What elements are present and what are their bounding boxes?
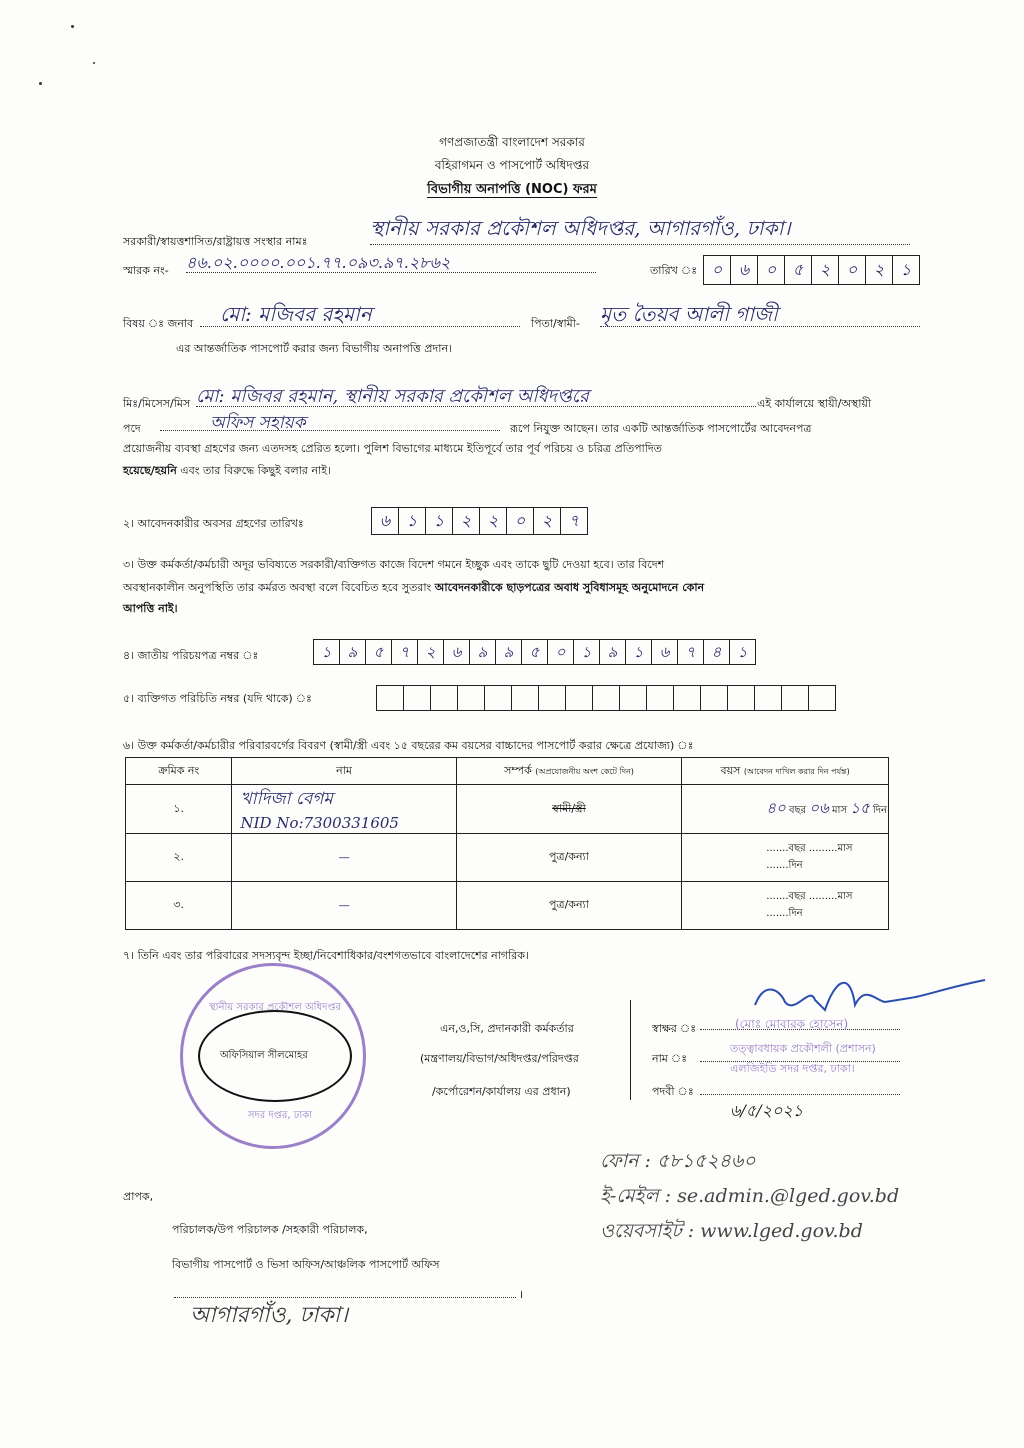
para1-post-field (160, 410, 500, 431)
digit-box: ৬ (731, 256, 758, 284)
digit-box: ২ (480, 508, 507, 534)
row-relation (456, 785, 682, 834)
row-name (232, 785, 456, 834)
digit-box (458, 686, 485, 710)
digit-box (431, 686, 458, 710)
stamp-ring-text: স্থানীয় সরকার প্রকৌশল অধিদপ্তর (208, 1002, 342, 1013)
memo-label: স্মারক নং- (123, 264, 169, 277)
digit-box: ১ (399, 508, 426, 534)
digit-box: ৭ (678, 640, 704, 664)
memo-field (186, 250, 596, 273)
digit-box: ১ (737, 643, 748, 661)
para3-line3: আপত্তি নাই। (123, 602, 178, 615)
recipient-place: আগারগাঁও, ঢাকা। (190, 1303, 349, 1328)
digit-box: ৬ (652, 640, 678, 664)
recipient-line1: পরিচালক/উপ পরিচালক /সহকারী পরিচালক, (172, 1223, 368, 1236)
digit-box: ২ (812, 256, 839, 284)
para1-line2: রূপে নিযুক্ত আছেন। তার একটি আন্তর্জাতিক পাসপোর্টের আবেদনপত্র (510, 422, 812, 435)
digit-box: ৯ (340, 640, 366, 664)
row-serial: ৩. (126, 882, 232, 930)
digit-box (593, 686, 620, 710)
scan-speck (39, 82, 42, 85)
digit-box (728, 686, 755, 710)
issuer-line3: /কর্পোরেশন/কার্যালয় এর প্রধান) (432, 1085, 571, 1098)
memo-value: ৪৬.০২.০০০০.০০১.৭৭.০৯৩.৯৭.২৮৬২ (186, 253, 451, 272)
family-table (125, 757, 889, 930)
nid-boxes (313, 639, 756, 665)
col-relation-note: (অপ্রযোজনীয় অংশ কেটে দিন) (535, 766, 634, 776)
table-row (126, 785, 889, 834)
digit-box: ১ (426, 508, 453, 534)
father-name: মৃত তৈয়ব আলী গাজী (600, 302, 778, 326)
para3-line2-rest: অবস্থানকালীন অনুপস্থিতি তার কর্মরত অবস্থা বলে বিবেচিত হবে সুতরাং (123, 581, 432, 594)
age-days-unit: দিন (872, 804, 887, 816)
para1-prefix: মিঃ/মিসেস/মিস (123, 397, 191, 410)
phone-line: ফোন : ৫৮১৫২৪৬০ (600, 1150, 756, 1172)
para1-bold: হয়েছে/হয়নি (123, 464, 177, 477)
para3-line1: ৩। উক্ত কর্মকর্তা/কর্মচারী অদূর ভবিষ্যতে সরকারী/ব্যক্তিগত কাজে বিদেশ গমনে ইচ্ছুক এবং তাকে ছুটি দেওয়া হবে। তার বিদেশ (123, 558, 665, 571)
col-age-note: (আবেদন দাখিল করার দিন পর্যন্ত) (743, 766, 850, 776)
recipient-label: প্রাপক, (123, 1190, 154, 1203)
para1-line4 (123, 462, 331, 481)
personal-id-boxes[interactable] (376, 685, 836, 711)
col-relation-label: সম্পর্ক (504, 763, 532, 777)
para3-line2-bold: আবেদনকারীকে ছাড়পত্রের অবাধ সুবিধাসমূহ অনুমোদনে কোন (434, 581, 705, 594)
age-months: ০৬ (809, 798, 829, 817)
stamp-bottom-text: সদর দপ্তর, ঢাকা (247, 1110, 313, 1121)
form-title (0, 180, 1024, 201)
digit-box: ২ (418, 640, 444, 664)
row-serial: ১. (126, 785, 232, 834)
digit-box (755, 686, 782, 710)
para1-name-field (196, 382, 756, 407)
row-name-nid: NID No:7300331605 (240, 814, 399, 832)
para1-line4-rest: এবং তার বিরুদ্ধে কিছুই বলার নাই। (180, 464, 331, 477)
age-years-unit: বছর (788, 804, 807, 816)
org-label: সরকারী/স্বায়ত্তশাসিত/রাষ্ট্রায়ত্ত সংস্থার নামঃ (123, 235, 308, 248)
col-serial: ক্রমিক নং (126, 758, 232, 785)
para1-post: অফিস সহায়ক (210, 413, 306, 433)
digit-box (404, 686, 431, 710)
digit-box: ০ (704, 256, 731, 284)
sign-date: ৬/৫/২০২১ (730, 1101, 804, 1120)
retire-date-boxes (371, 507, 588, 535)
digit-box (539, 686, 566, 710)
digit-box: ৬ (372, 508, 399, 534)
subject-name-field (200, 300, 520, 327)
desig-label: পদবী ঃ (652, 1085, 694, 1098)
digit-box: ৭ (568, 511, 580, 530)
row-serial: ২. (126, 834, 232, 882)
digit-box: ১ (574, 640, 600, 664)
digit-box: ৭ (392, 640, 418, 664)
memo-date-label: তারিখ ঃ (650, 264, 698, 277)
citizen-line: ৭। তিনি এবং তার পরিবারের সদস্যবৃন্দ ইচ্ছা/নিবেশাধিকার/বংশগতভাবে বাংলাদেশের নাগরিক। (123, 949, 529, 962)
recipient-end: । (519, 1288, 524, 1301)
digit-box: ৬ (444, 640, 470, 664)
table-row (126, 882, 889, 930)
para3-line2 (123, 579, 923, 598)
digit-box: ৯ (470, 640, 496, 664)
digit-box: ২ (453, 508, 480, 534)
digit-box: ১ (314, 640, 340, 664)
scan-speck (93, 62, 95, 64)
col-relation (456, 758, 682, 785)
digit-box: ০ (507, 508, 534, 534)
digit-box (377, 686, 404, 710)
digit-box: ০ (758, 256, 785, 284)
digit-box: ৫ (785, 256, 812, 284)
digit-box (512, 686, 539, 710)
digit-box: ২ (866, 256, 893, 284)
family-intro: ৬। উক্ত কর্মকর্তা/কর্মচারীর পরিবারবর্গের বিবরণ (স্বামী/স্ত্রী এবং ১৫ বছরের কম বয়সের বাচ্চাদের পাসপোর্ট করার ক্ষেত্রে প্রযোজ্য) ঃ (123, 739, 694, 752)
subject-name: মো: মজিবর রহমান (220, 302, 372, 326)
seal-label: অফিসিয়াল সীলমোহর (220, 1050, 308, 1061)
issuer-line1: এন,ও,সি, প্রদানকারী কর্মকর্তার (440, 1022, 574, 1035)
subject-label: বিষয় ঃ জনাব (123, 317, 194, 330)
digit-box (674, 686, 701, 710)
para1-name: মো: মজিবর রহমান, স্থানীয় সরকার প্রকৌশল অধিদপ্তরে (196, 386, 589, 407)
col-age (682, 758, 889, 785)
org-field (370, 214, 910, 245)
issuer-divider (630, 1000, 631, 1100)
row-name: — (232, 834, 456, 882)
dept-title: বহিরাগমন ও পাসপোর্ট অধিদপ্তর (434, 158, 590, 172)
issuer-line2: (মন্ত্রণালয়/বিভাগ/অধিদপ্তর/পরিদপ্তর (420, 1052, 579, 1065)
scan-speck (71, 25, 74, 28)
sign-label: স্বাক্ষর ঃ (652, 1022, 697, 1035)
row-age: .......বছর .........মাস .......দিন (682, 882, 889, 930)
digit-box: ২ (534, 508, 561, 534)
father-field (600, 300, 920, 327)
row-relation: পুত্র/কন্যা (456, 834, 682, 882)
para1-suffix: এই কার্যালয়ে স্থায়ী/অস্থায়ী (757, 397, 872, 410)
recipient-line2: বিভাগীয় পাসপোর্ট ও ভিসা অফিস/আঞ্চলিক পাসপোর্ট অফিস (172, 1258, 440, 1271)
digit-box: ১ (626, 640, 652, 664)
row-relation: পুত্র/কন্যা (456, 882, 682, 930)
row-age: .......বছর .........মাস .......দিন (682, 834, 889, 882)
para1-post-label: পদে (123, 422, 141, 435)
officer-stamp-desig: তত্ত্বাবধায়ক প্রকৌশলী (প্রশাসন) (730, 1042, 876, 1055)
nid-label: ৪। জাতীয় পরিচয়পত্র নম্বর ঃ (123, 649, 259, 662)
digit-box (485, 686, 512, 710)
para1-line3: প্রয়োজনীয় ব্যবস্থা গ্রহণের জন্য এতদসহ প্রেরিত হলো। পুলিশ বিভাগের মাধ্যমে ইতিপূর্বে তার পূর্ব পরিচয় ও চরিত্র প্রতিপাদিত (123, 442, 662, 455)
row-relation-value: স্বামী/স্ত্রী (552, 801, 586, 815)
digit-box (566, 686, 593, 710)
col-name: নাম (232, 758, 456, 785)
digit-box: ০ (548, 640, 574, 664)
age-days: ১৫ (850, 798, 870, 817)
table-row (126, 834, 889, 882)
digit-box: ৪ (704, 640, 730, 664)
form-title-text: বিভাগীয় অনাপত্তি (NOC) ফরম (427, 182, 597, 197)
govt-title: গণপ্রজাতন্ত্রী বাংলাদেশ সরকার (439, 135, 585, 149)
row-age (682, 785, 889, 834)
name-label: নাম ঃ (652, 1052, 688, 1065)
digit-box (620, 686, 647, 710)
digit-box (809, 686, 835, 710)
personal-id-label: ৫। ব্যক্তিগত পরিচিতি নম্বর (যদি থাকে) ঃ (123, 692, 312, 705)
officer-stamp-name: (মোঃ মোবারক হোসেন) (735, 1017, 849, 1031)
officer-stamp-office: এলজিইডি সদর দপ্তর, ঢাকা। (730, 1062, 855, 1075)
memo-date-boxes (703, 255, 920, 285)
digit-box (701, 686, 728, 710)
digit-box: ৯ (600, 640, 626, 664)
retire-label: ২। আবেদনকারীর অবসর গ্রহণের তারিখঃ (123, 517, 304, 530)
web-line: ওয়েবসাইট : www.lged.gov.bd (600, 1220, 863, 1242)
signature-stroke (755, 980, 985, 1010)
age-years: ৪০ (766, 798, 786, 817)
digit-box: ১ (900, 260, 912, 279)
row-name-value: খাদিজা বেগম (240, 789, 333, 809)
age-months-unit: মাস (832, 804, 848, 816)
digit-box (647, 686, 674, 710)
digit-box: ০ (839, 256, 866, 284)
desig-field (700, 1093, 900, 1095)
digit-box (782, 686, 809, 710)
father-label: পিতা/স্বামী- (531, 317, 580, 330)
digit-box: ৯ (496, 640, 522, 664)
digit-box: ৫ (522, 640, 548, 664)
recipient-place-field (174, 1283, 516, 1298)
row-name: — (232, 882, 456, 930)
email-line: ই-মেইল : se.admin.@lged.gov.bd (600, 1185, 900, 1207)
org-value: স্থানীয় সরকার প্রকৌশল অধিদপ্তর, আগারগাঁও, ঢাকা। (370, 216, 791, 240)
subject-line2: এর আন্তর্জাতিক পাসপোর্ট করার জন্য বিভাগীয় অনাপত্তি প্রদান। (176, 342, 452, 355)
digit-box: ৫ (366, 640, 392, 664)
family-table-header (126, 758, 889, 785)
col-age-label: বয়স (720, 763, 741, 777)
